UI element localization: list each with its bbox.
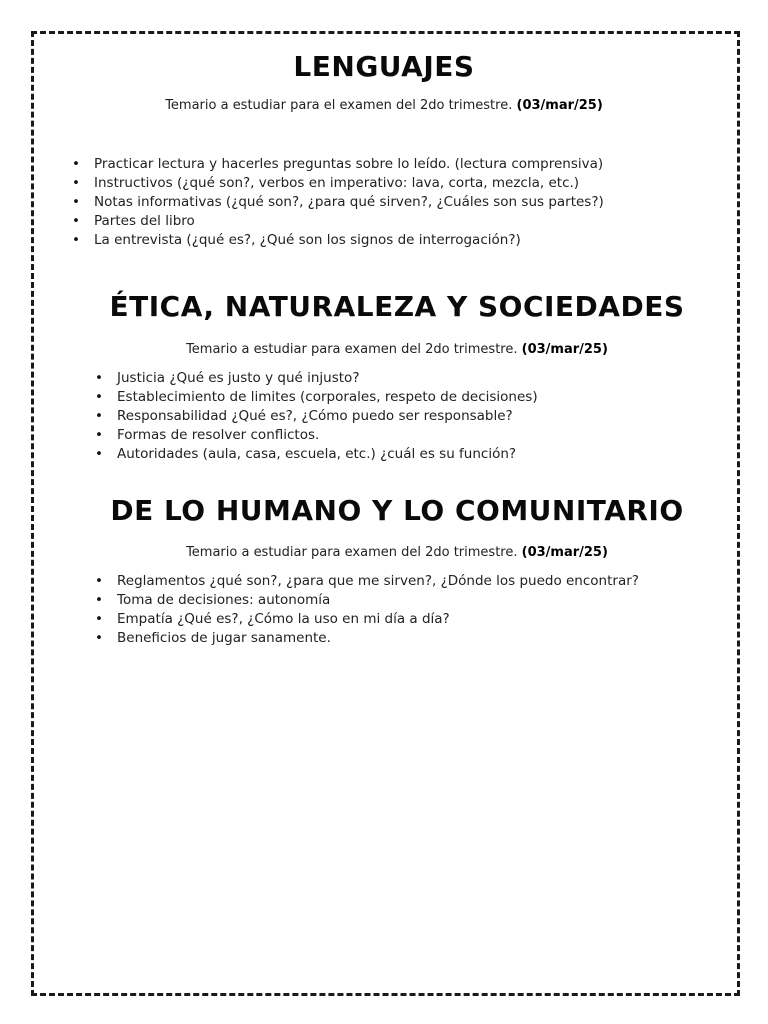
list-item: • Instructivos (¿qué son?, verbos en imperativo: lava, corta, mezcla, etc.)	[94, 174, 714, 193]
section-title-lenguajes: LENGUAJES	[293, 50, 475, 83]
section-title-humano-comunitario: DE LO HUMANO Y LO COMUNITARIO	[110, 494, 684, 527]
list-item: • Justicia ¿Qué es justo y qué injusto?	[117, 369, 717, 388]
section-subtitle	[0, 342, 768, 357]
list-item: • Notas informativas (¿qué son?, ¿para qué sirven?, ¿Cuáles son sus partes?)	[94, 193, 714, 212]
section-title-etica: ÉTICA, NATURALEZA Y SOCIEDADES	[109, 290, 685, 323]
exam-date: (03/mar/25)	[521, 342, 608, 357]
list-item: • Partes del libro	[94, 212, 714, 231]
topic-list	[94, 155, 714, 250]
list-item: • Reglamentos ¿qué son?, ¿para que me sirven?, ¿Dónde los puedo encontrar?	[117, 572, 717, 591]
subtitle-text: Temario a estudiar para examen del 2do trimestre.	[186, 342, 518, 357]
topic-list	[117, 572, 717, 648]
list-item: • Autoridades (aula, casa, escuela, etc.) ¿cuál es su función?	[117, 445, 717, 464]
list-item: • Toma de decisiones: autonomía	[117, 591, 717, 610]
subtitle-text: Temario a estudiar para examen del 2do trimestre.	[186, 545, 518, 560]
list-item: • Practicar lectura y hacerles preguntas sobre lo leído. (lectura comprensiva)	[94, 155, 714, 174]
list-item: • Formas de resolver conflictos.	[117, 426, 717, 445]
subtitle-text: Temario a estudiar para el examen del 2do trimestre.	[165, 98, 513, 113]
section-subtitle	[0, 545, 768, 560]
exam-date: (03/mar/25)	[521, 545, 608, 560]
list-item: • Responsabilidad ¿Qué es?, ¿Cómo puedo ser responsable?	[117, 407, 717, 426]
list-item: • Beneficios de jugar sanamente.	[117, 629, 717, 648]
list-item: • Empatía ¿Qué es?, ¿Cómo la uso en mi día a día?	[117, 610, 717, 629]
exam-date: (03/mar/25)	[516, 98, 603, 113]
list-item: • La entrevista (¿qué es?, ¿Qué son los signos de interrogación?)	[94, 231, 714, 250]
list-item: • Establecimiento de limites (corporales, respeto de decisiones)	[117, 388, 717, 407]
section-subtitle	[0, 98, 768, 113]
topic-list	[117, 369, 717, 464]
